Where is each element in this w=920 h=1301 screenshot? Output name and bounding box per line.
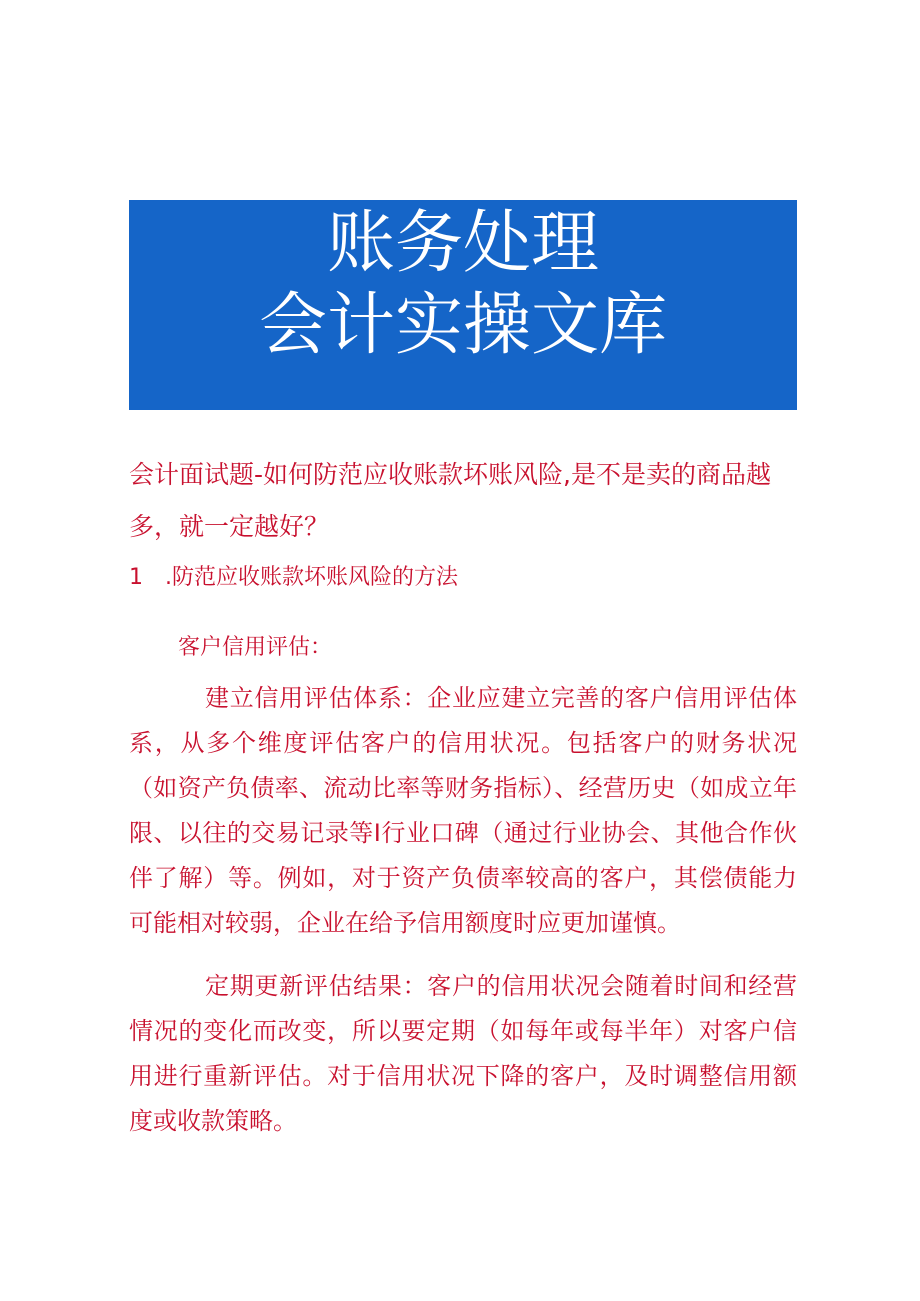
cover-banner	[129, 200, 797, 410]
banner-title-line-2: 会计实操文库	[258, 286, 667, 365]
paragraph-periodic-update: 定期更新评估结果：客户的信用状况会随着时间和经营情况的变化而改变，所以要定期（如每年或每半年）对客户信用进行重新评估。对于信用状况下降的客户，及时调整信用额度或收款策略。	[129, 972, 797, 1135]
paragraph-credit-system: 建立信用评估体系：企业应建立完善的客户信用评估体系，从多个维度评估客户的信用状况。包括客户的财务状况（如资产负债率、流动比率等财务指标）、经营历史（如成立年限、以往的交易记录等I行业口碑（通过行业协会、其他合作伙伴了解）等。例如，对于资产负债率较高的客户，其偿债能力可能相对较弱，企业在给予信用额度时应更加谨慎。	[129, 684, 797, 937]
section-heading: 1 .防范应收账款坏账风险的方法	[129, 565, 458, 590]
sub-heading: 客户信用评估：	[178, 635, 333, 660]
banner-title-line-1: 账务处理	[326, 204, 599, 283]
document-title: 会计面试题-如何防范应收账款坏账风险,是不是卖的商品越多，就一定越好？	[129, 460, 771, 541]
